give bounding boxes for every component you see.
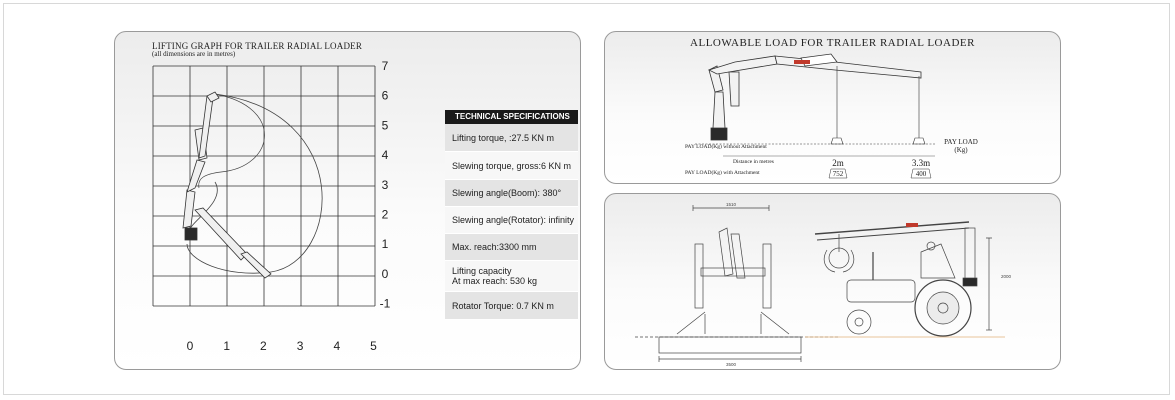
lifting-graph-panel [114,31,581,370]
distance-label-1: 2m [832,158,844,168]
spec-slewing-angle-rotator: Slewing angle(Rotator): infinity [445,207,578,234]
tractor-drawing-panel [604,193,1061,370]
allowable-load-panel [604,31,1061,184]
x-tick-labels [187,339,378,353]
spec-slewing-angle-boom: Slewing angle(Boom): 380° [445,180,578,207]
spec-slewing-torque: Slewing torque, gross:6 KN m [445,152,578,180]
allowable-load-diagram [605,32,1061,184]
x-tick-label: 0 [186,339,194,353]
y-tick-labels [380,59,391,311]
specs-heading: TECHNICAL SPECIFICATIONS [445,110,578,124]
graph-subtitle: (all dimensions are in metres) [152,50,236,58]
y-tick-label: 7 [381,59,389,73]
graph-title: LIFTING GRAPH FOR TRAILER RADIAL LOADER [152,41,363,51]
front-view [635,205,839,362]
row-without-attachment: PAY LOAD(Kg) without Attachment [685,144,767,150]
row-distance: Distance in metres [733,159,774,165]
hook-2 [913,138,925,144]
y-tick-label: 6 [381,88,389,103]
hook-1 [831,138,843,144]
side-view [805,222,1005,337]
dimension-right: 2000 [1001,274,1012,279]
distance-label-2: 3.3m [911,158,931,168]
technical-specifications [445,110,578,320]
dimension-top: 1510 [725,202,737,207]
y-tick-label: 0 [381,266,389,281]
x-tick-label: 5 [370,339,377,353]
allowable-title: ALLOWABLE LOAD FOR TRAILER RADIAL LOADER [690,37,975,49]
y-tick-label: 3 [381,177,389,192]
spec-lifting-capacity [445,261,578,292]
x-tick-label: 3 [296,339,304,353]
x-tick-label: 2 [260,339,267,353]
capacity-line-2: At max reach: 530 kg [452,276,538,286]
y-tick-label: 5 [381,118,389,133]
payload-unit: (Kg) [954,146,968,154]
x-tick-label: 4 [333,339,341,353]
row-with-attachment: PAY LOAD(Kg) with Attachment [685,170,760,176]
capacity-line-1: Lifting capacity [452,266,512,276]
load-value-1: 752 [832,170,844,178]
y-tick-label: 1 [381,237,389,252]
y-tick-label: 4 [381,148,389,163]
tractor-drawing [605,194,1061,370]
y-tick-label: 2 [381,207,389,222]
spec-max-reach: Max. reach:3300 mm [445,234,578,261]
spec-rotator-torque: Rotator Torque: 0.7 KN m [445,292,578,320]
y-tick-label: -1 [379,296,391,311]
load-value-2: 400 [915,170,927,178]
payload-label: PAY LOAD [944,138,978,146]
x-tick-label: 1 [223,339,231,353]
crane-brand-label [906,223,918,227]
crane-extended [709,54,921,140]
dimension-bottom: 3500 [725,362,737,367]
spec-lifting-torque: Lifting torque, :27.5 KN m [445,124,578,152]
